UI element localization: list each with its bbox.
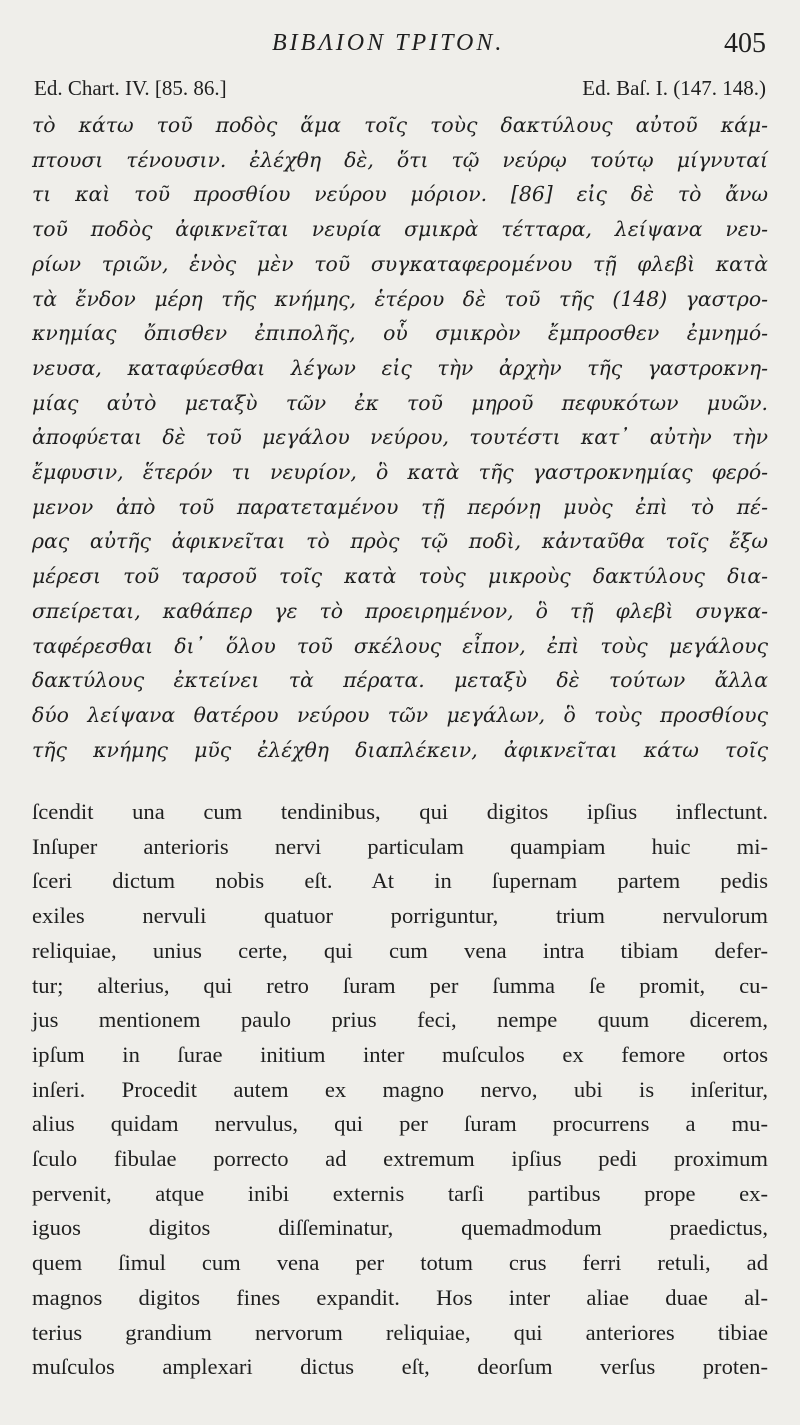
greek-text-line: ἀποφύεται δὲ τοῦ μεγάλου νεύρου, τουτέστι κατ᾽ αὐτὴν τὴν <box>32 425 768 450</box>
greek-text-line: τὸ κάτω τοῦ ποδὸς ἅμα τοῖς τοὺς δακτύλους αὐτοῦ κάμ- <box>32 113 768 137</box>
latin-text-line: ſculo fibulae porrecto ad extremum ipſius pedi proximum <box>32 1146 768 1172</box>
latin-text-line: magnos digitos fines expandit. Hos inter aliae duae al- <box>32 1284 768 1310</box>
greek-text-line: μίας αὐτὸ μεταξὺ τῶν ἐκ τοῦ μηροῦ πεφυκότων μυῶν. <box>32 390 768 415</box>
greek-text-block <box>32 108 768 767</box>
greek-text-line: πτουσι τένουσιν. ἐλέχθη δὲ, ὅτι τῷ νεύρῳ τούτῳ μίγνυταί <box>32 147 768 172</box>
greek-text-line: ταφέρεσθαι δι᾽ ὅλου τοῦ σκέλους εἶπον, ἐπὶ τοὺς μεγάλους <box>32 633 768 658</box>
latin-text-line: muſculos amplexari dictus eſt, deorſum verſus proten- <box>32 1354 768 1380</box>
latin-text-line: alius quidam nervulus, qui per ſuram procurrens a mu- <box>32 1111 768 1137</box>
greek-text-line: τὰ ἔνδον μέρη τῆς κνήμης, ἑτέρου δὲ τοῦ τῆς (148) γαστρο- <box>32 286 768 311</box>
greek-text-line: σπείρεται, καθάπερ γε τὸ προειρημένον, ὃ τῇ φλεβὶ συγκα- <box>32 598 768 623</box>
running-head <box>0 28 800 64</box>
latin-text-line: reliquiae, unius certe, qui cum vena intra tibiam defer- <box>32 937 768 963</box>
latin-text-line: tur; alterius, qui retro ſuram per ſumma ſe promit, cu- <box>32 972 768 998</box>
latin-text-line: ſcendit una cum tendinibus, qui digitos ipſius inflectunt. <box>32 799 768 824</box>
latin-text-line: quem ſimul cum vena per totum crus ferri retuli, ad <box>32 1250 768 1276</box>
greek-text-line: κνημίας ὄπισθεν ἐπιπολῆς, οὗ σμικρὸν ἔμπροσθεν ἐμνημό- <box>32 321 768 346</box>
greek-text-line: τῆς κνήμης μῦς ἐλέχθη διαπλέκειν, ἀφικνεῖται κάτω τοῖς <box>32 737 768 762</box>
latin-text-line: exiles nervuli quatuor porriguntur, trium nervulorum <box>32 903 768 929</box>
greek-text-line: ρίων τριῶν, ἑνὸς μὲν τοῦ συγκαταφερομένου τῇ φλεβὶ κατὰ <box>32 251 768 276</box>
latin-text-line: jus mentionem paulo prius feci, nempe quum dicerem, <box>32 1007 768 1033</box>
running-title: BIBΛΙΟΝ TΡITON. <box>272 30 505 56</box>
latin-text-line: pervenit, atque inibi externis tarſi partibus prope ex- <box>32 1180 768 1206</box>
latin-text-block <box>32 795 768 1385</box>
latin-text-line: iguos digitos diſſeminatur, quemadmodum praedictus, <box>32 1215 768 1241</box>
edition-reference-line <box>34 76 766 104</box>
greek-text-line: νευσα, καταφύεσθαι λέγων εἰς τὴν ἀρχὴν τῆς γαστροκνη- <box>32 355 768 380</box>
latin-text-line: ſceri dictum nobis eſt. At in ſupernam partem pedis <box>32 868 768 894</box>
greek-text-line: μέρεσι τοῦ ταρσοῦ τοῖς κατὰ τοὺς μικροὺς δακτύλους δια- <box>32 564 768 589</box>
greek-text-line: δακτύλους ἐκτείνει τὰ πέρατα. μεταξὺ δὲ τούτων ἄλλα <box>32 668 768 693</box>
edition-reference-basel: Ed. Baſ. I. (147. 148.) <box>582 76 766 100</box>
latin-text-line: ipſum in ſurae initium inter muſculos ex femore ortos <box>32 1041 768 1067</box>
edition-reference-chartier: Ed. Chart. IV. [85. 86.] <box>34 76 227 100</box>
greek-text-line: τι καὶ τοῦ προσθίου νεύρου μόριον. [86] εἰς δὲ τὸ ἄνω <box>32 182 768 207</box>
latin-text-line: Inſuper anterioris nervi particulam quampiam huic mi- <box>32 833 768 859</box>
greek-text-line: μενον ἀπὸ τοῦ παρατεταμένου τῇ περόνῃ μυὸς ἐπὶ τὸ πέ- <box>32 494 768 519</box>
page-number: 405 <box>724 28 766 59</box>
greek-text-line: ρας αὐτῆς ἀφικνεῖται τὸ πρὸς τῷ ποδὶ, κἀνταῦθα τοῖς ἔξω <box>32 529 768 554</box>
latin-text-line: terius grandium nervorum reliquiae, qui anteriores tibiae <box>32 1319 768 1345</box>
latin-text-line: inſeri. Procedit autem ex magno nervo, ubi is inſeritur, <box>32 1076 768 1102</box>
greek-text-line: τοῦ ποδὸς ἀφικνεῖται νευρία σμικρὰ τέτταρα, λείψανα νευ- <box>32 217 768 242</box>
greek-text-line: δύο λείψανα θατέρου νεύρου τῶν μεγάλων, ὃ τοὺς προσθίους <box>32 702 768 727</box>
greek-text-line: ἔμφυσιν, ἕτερόν τι νευρίον, ὃ κατὰ τῆς γαστροκνημίας φερό- <box>32 460 768 485</box>
